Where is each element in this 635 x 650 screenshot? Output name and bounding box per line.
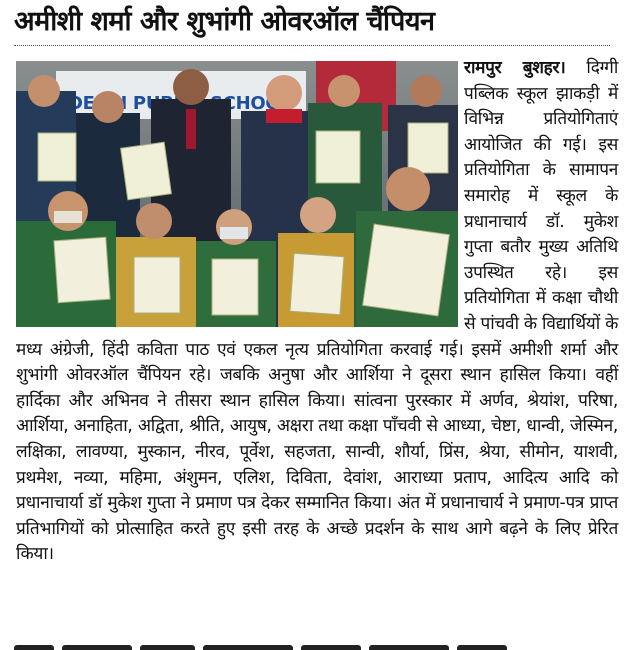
news-photo: [16, 61, 458, 327]
students-with-certificates-illustration: [16, 61, 458, 327]
headline: अमीशी शर्मा और शुभांगी ओवरऑल चैंपियन: [14, 6, 435, 37]
article-body: [16, 56, 618, 568]
dateline: रामपुर बुशहर।: [464, 58, 566, 78]
article-paragraph: इस प्रतियोगिता के सामापन समारोह में स्कूल के प्रधानाचार्य डॉ. मुकेश गुप्ता बतौर मुख्य अतिथि उपस्थित रहे। इस प्रतियोगिता में कक्षा चौथी से पांचवी के विद्यार्थियों के मध्य अंग्रेजी, हिंदी कविता पाठ एवं एकल नृत्य प्रतियोगिता करवाई गई। इसमें अमीशी शर्मा और शुभांगी ओवरऑल चैंपियन रहे। जबकि अनुषा और आर्शिया ने दूसरा स्थान हासिल किया। वहीं हार्दिका और अभिनव ने तीसरा स्थान हासिल किया। सांत्वना पुरस्कार में अर्णव, श्रेयांश, परिषा, आर्शिया, अनाहिता, अद्विता, श्रीति, आयुष, अक्षरा तथा कक्षा पाँचवी से आध्या, चेष्टा, धान्वी, जेस्मिन, लक्षिका, लावण्या, मुस्कान, नीरव, पूर्वेश, सहजता, सान्वी, शौर्या, प्रिंस, श्रेया, सीमोन, याशवी, प्रथमेश, नव्या, महिमा, अंशुमन, एलिश, दिविता, देवांश, आराध्या प्रताप, आदित्य आदि को प्रधानाचार्या डॉ मुकेश गुप्ता ने प्रमाण पत्र देकर सम्मानित किया। अंत में प्रधानाचार्य ने प्रमाण-पत्र प्राप्त प्रतिभागियों को प्रोत्साहित करते हुए इसी तरह के अच्छे प्रदर्शन के साथ आगे बढ़ने के लिए प्रेरित किया।: [16, 134, 618, 565]
article-lead: दिग्गी पब्लिक स्कूल झाकड़ी में विभिन्न प्रतियोगिताएं आयोजित की गई।: [464, 58, 618, 155]
headline-divider: [14, 45, 610, 46]
next-article-cutoff: [14, 640, 614, 650]
photo-banner-text: SCHOOL: [210, 93, 292, 114]
